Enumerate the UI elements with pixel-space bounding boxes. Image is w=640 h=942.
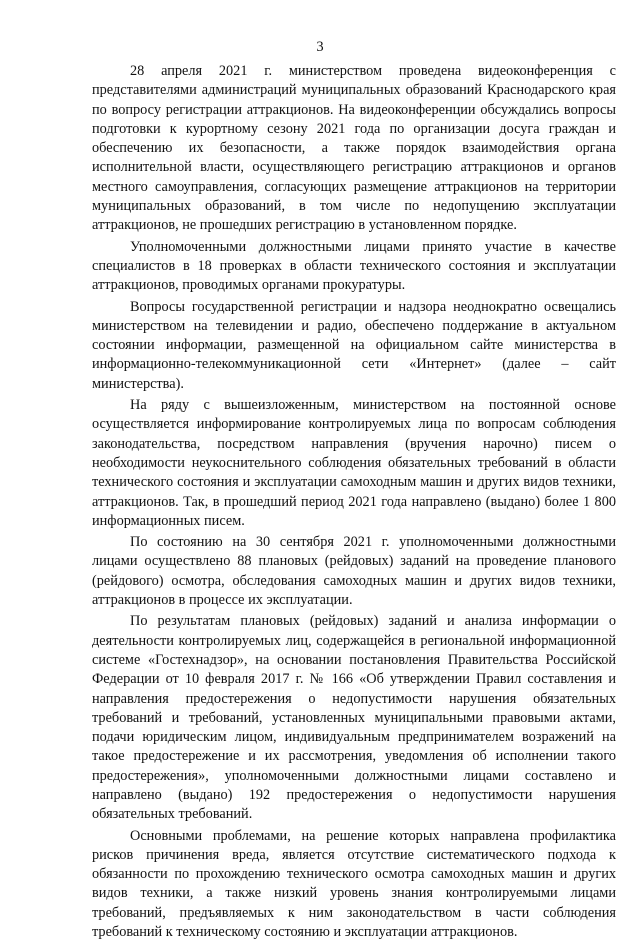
paragraph-media-coverage: Вопросы государственной регистрации и надзора неоднократно освещались министерством на телевидении и радио, обеспечено поддержание в актуальном состоянии информации, размещенной на официальном сайте министерства в информационно-телекоммуникационной сети «Интернет» (далее – сайт министерства). (92, 298, 616, 392)
paragraph-main-problems: Основными проблемами, на решение которых направлена профилактика рисков причинения вреда, является отсутствие систематического подхода к обязанности по прохождению технического осмотра самоходных машин и других видов техники, а также низкий уровень знания контролируемыми лицами требований, предъявляемых к ним законодательством в части соблюдения требований к техническому состоянию и эксплуатации аттракционов. (92, 827, 616, 941)
paragraph-warnings: По результатам плановых (рейдовых) заданий и анализа информации о деятельности контролируемых лиц, содержащейся в региональной информационной системе «Гостехнадзор», на основании постановления Правительства Российской Федерации от 10 февраля 2017 г. № 166 «Об утверждении Правил составления и направления предостережения о недопустимости нарушения обязательных требований и требований, установленных муниципальными правовыми актами, подачи юридическим лицом, индивидуальным предпринимателем возражений на такое предостережение и их рассмотрения, уведомления об исполнении такого предостережения», уполномоченными должностными лицами составлено и направлено (выдано) 192 предостережения о недопустимости нарушения обязательных требований. (92, 613, 616, 823)
paragraph-informing: На ряду с вышеизложенным, министерством на постоянной основе осуществляется информирование контролируемых лица по вопросам соблюдения законодательства, посредством направления (вручения нарочно) писем о необходимости неукоснительного соблюдения обязательных требований в области технического состояния и эксплуатации самоходным машин и других видов техники, аттракционов. Так, в прошедший период 2021 года направлено (выдано) более 1 800 информационных писем. (92, 397, 616, 529)
paragraph-raid-tasks: По состоянию на 30 сентября 2021 г. уполномоченными должностными лицами осуществлено 88 плановых (рейдовых) заданий на проведение планового (рейдового) осмотра, обследования самоходных машин и других видов техники, аттракционов в процессе их эксплуатации. (92, 534, 616, 609)
document-body (92, 62, 616, 942)
paragraph-videoconference: 28 апреля 2021 г. министерством проведена видеоконференция с представителями администраций муниципальных образований Краснодарского края по вопросу регистрации аттракционов. На видеоконференции обсуждались вопросы подготовки к курортному сезону 2021 года по организации досуга граждан и обеспечению их безопасности, а также порядок взаимодействия органа исполнительной власти, осуществляющего регистрацию аттракционов и органов местного самоуправления, согласующих размещение аттракционов на территории муниципальных образований, в том числе по недопущению эксплуатации аттракционов, не прошедших регистрацию в установленном порядке. (92, 63, 616, 234)
page-number: 3 (316, 39, 324, 55)
paragraph-inspections: Уполномоченными должностными лицами принято участие в качестве специалистов в 18 проверках в области технического состояния и эксплуатации аттракционов, проводимых органами прокуратуры. (92, 238, 616, 294)
